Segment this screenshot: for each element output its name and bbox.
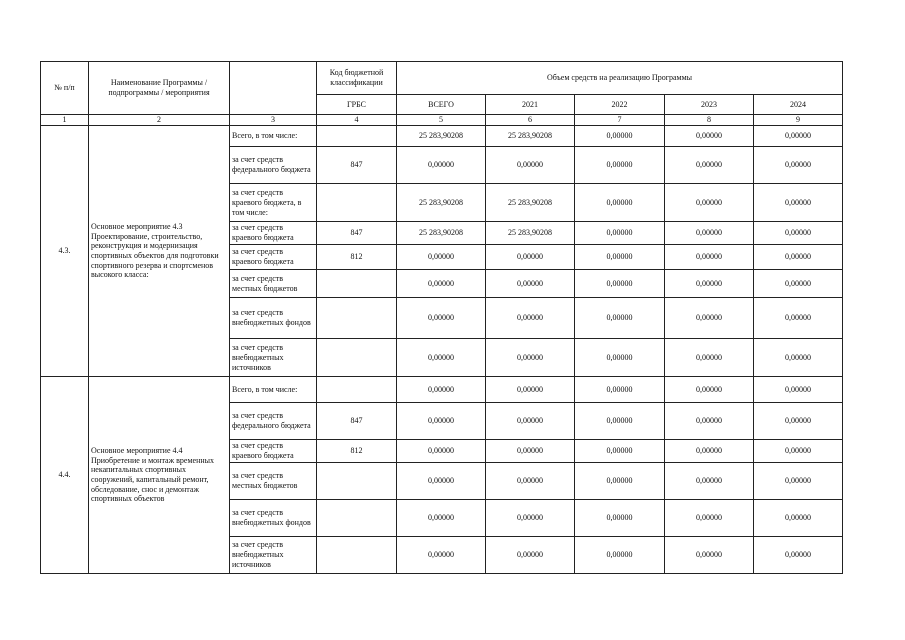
amount-year: 25 283,90208 (486, 222, 575, 245)
amount-year: 0,00000 (486, 147, 575, 184)
amount-year: 0,00000 (665, 245, 754, 270)
column-number: 6 (486, 115, 575, 126)
amount-year: 0,00000 (575, 222, 665, 245)
subheader-year: 2024 (754, 95, 843, 115)
amount-total: 0,00000 (397, 339, 486, 377)
subheader-year: 2022 (575, 95, 665, 115)
subheader-grbs: ГРБС (317, 95, 397, 115)
amount-year: 0,00000 (575, 377, 665, 403)
amount-year: 0,00000 (486, 500, 575, 537)
column-number: 3 (230, 115, 317, 126)
amount-total: 0,00000 (397, 298, 486, 339)
amount-year: 0,00000 (754, 184, 843, 222)
item-number: 4.3. (41, 126, 89, 377)
column-number-row (41, 115, 843, 126)
header-empty (230, 62, 317, 115)
header-number: № п/п (41, 62, 89, 115)
amount-year: 0,00000 (754, 403, 843, 440)
amount-year: 0,00000 (575, 184, 665, 222)
column-number: 5 (397, 115, 486, 126)
funding-source: за счет средств федерального бюджета (230, 403, 317, 440)
amount-total: 0,00000 (397, 270, 486, 298)
funding-source: Всего, в том числе: (230, 126, 317, 147)
amount-year: 0,00000 (575, 463, 665, 500)
funding-source: за счет средств краевого бюджета (230, 440, 317, 463)
grbs-code: 847 (317, 147, 397, 184)
amount-year: 0,00000 (575, 440, 665, 463)
item-name: Основное мероприятие 4.3 Проектирование, строительство, реконструкция и модернизация спортивных объектов для подготовки спортивного резерва и спортсменов высокого класса: (89, 126, 230, 377)
amount-total: 0,00000 (397, 245, 486, 270)
funding-source: за счет средств внебюджетных фондов (230, 500, 317, 537)
amount-year: 0,00000 (665, 377, 754, 403)
funding-source: за счет средств внебюджетных источников (230, 537, 317, 574)
grbs-code (317, 270, 397, 298)
subheader-year: 2021 (486, 95, 575, 115)
funding-source: Всего, в том числе: (230, 377, 317, 403)
column-number: 8 (665, 115, 754, 126)
funding-source: за счет средств краевого бюджета, в том числе: (230, 184, 317, 222)
amount-year: 0,00000 (754, 126, 843, 147)
amount-year: 0,00000 (754, 147, 843, 184)
column-number: 7 (575, 115, 665, 126)
amount-year: 0,00000 (486, 377, 575, 403)
item-name: Основное мероприятие 4.4 Приобретение и монтаж временных некапитальных спортивных сооружений, капитальный ремонт, обследование, снос и демонтаж спортивных объектов (89, 377, 230, 574)
amount-year: 0,00000 (754, 377, 843, 403)
subheader-year: 2023 (665, 95, 754, 115)
amount-year: 0,00000 (665, 500, 754, 537)
amount-year: 0,00000 (486, 537, 575, 574)
amount-year: 0,00000 (665, 339, 754, 377)
header-budget-code: Код бюджетной классификации (317, 62, 397, 95)
amount-year: 0,00000 (665, 270, 754, 298)
table-row (41, 377, 843, 403)
amount-year: 0,00000 (665, 147, 754, 184)
grbs-code (317, 377, 397, 403)
amount-total: 0,00000 (397, 500, 486, 537)
amount-year: 0,00000 (575, 537, 665, 574)
amount-year: 0,00000 (486, 339, 575, 377)
amount-year: 0,00000 (575, 126, 665, 147)
header-row (41, 62, 843, 95)
amount-year: 0,00000 (486, 245, 575, 270)
amount-year: 0,00000 (486, 403, 575, 440)
amount-year: 0,00000 (665, 403, 754, 440)
column-number: 2 (89, 115, 230, 126)
amount-year: 0,00000 (575, 245, 665, 270)
funding-source: за счет средств местных бюджетов (230, 463, 317, 500)
amount-year: 0,00000 (575, 403, 665, 440)
amount-year: 0,00000 (754, 222, 843, 245)
header-volume: Объем средств на реализацию Программы (397, 62, 843, 95)
header-name: Наименование Программы / подпрограммы / мероприятия (89, 62, 230, 115)
amount-year: 0,00000 (575, 339, 665, 377)
column-number: 1 (41, 115, 89, 126)
amount-year: 0,00000 (665, 537, 754, 574)
amount-total: 0,00000 (397, 463, 486, 500)
amount-year: 0,00000 (575, 500, 665, 537)
amount-year: 0,00000 (754, 339, 843, 377)
amount-total: 0,00000 (397, 537, 486, 574)
grbs-code: 812 (317, 245, 397, 270)
amount-year: 0,00000 (754, 537, 843, 574)
amount-year: 0,00000 (486, 298, 575, 339)
funding-source: за счет средств внебюджетных источников (230, 339, 317, 377)
amount-year: 0,00000 (754, 270, 843, 298)
amount-year: 25 283,90208 (486, 126, 575, 147)
grbs-code: 847 (317, 403, 397, 440)
amount-year: 0,00000 (665, 463, 754, 500)
amount-year: 0,00000 (665, 222, 754, 245)
grbs-code (317, 126, 397, 147)
grbs-code (317, 298, 397, 339)
amount-year: 0,00000 (665, 126, 754, 147)
grbs-code (317, 463, 397, 500)
amount-total: 25 283,90208 (397, 222, 486, 245)
amount-year: 0,00000 (486, 440, 575, 463)
funding-source: за счет средств местных бюджетов (230, 270, 317, 298)
amount-year: 0,00000 (486, 463, 575, 500)
amount-year: 0,00000 (486, 270, 575, 298)
amount-year: 0,00000 (754, 298, 843, 339)
amount-year: 0,00000 (665, 440, 754, 463)
funding-source: за счет средств федерального бюджета (230, 147, 317, 184)
amount-year: 0,00000 (665, 298, 754, 339)
grbs-code: 812 (317, 440, 397, 463)
amount-year: 0,00000 (575, 147, 665, 184)
amount-total: 0,00000 (397, 403, 486, 440)
program-funding-table (40, 61, 843, 574)
table-row (41, 126, 843, 147)
amount-year: 0,00000 (754, 463, 843, 500)
column-number: 9 (754, 115, 843, 126)
grbs-code (317, 339, 397, 377)
column-number: 4 (317, 115, 397, 126)
amount-total: 25 283,90208 (397, 126, 486, 147)
amount-year: 0,00000 (575, 270, 665, 298)
grbs-code (317, 537, 397, 574)
grbs-code (317, 184, 397, 222)
funding-source: за счет средств краевого бюджета (230, 222, 317, 245)
grbs-code: 847 (317, 222, 397, 245)
funding-source: за счет средств краевого бюджета (230, 245, 317, 270)
amount-year: 0,00000 (575, 298, 665, 339)
amount-total: 0,00000 (397, 147, 486, 184)
grbs-code (317, 500, 397, 537)
amount-year: 0,00000 (754, 500, 843, 537)
amount-total: 0,00000 (397, 377, 486, 403)
amount-year: 0,00000 (754, 440, 843, 463)
amount-total: 25 283,90208 (397, 184, 486, 222)
amount-year: 0,00000 (754, 245, 843, 270)
item-number: 4.4. (41, 377, 89, 574)
funding-source: за счет средств внебюджетных фондов (230, 298, 317, 339)
amount-total: 0,00000 (397, 440, 486, 463)
subheader-total: ВСЕГО (397, 95, 486, 115)
amount-year: 25 283,90208 (486, 184, 575, 222)
amount-year: 0,00000 (665, 184, 754, 222)
